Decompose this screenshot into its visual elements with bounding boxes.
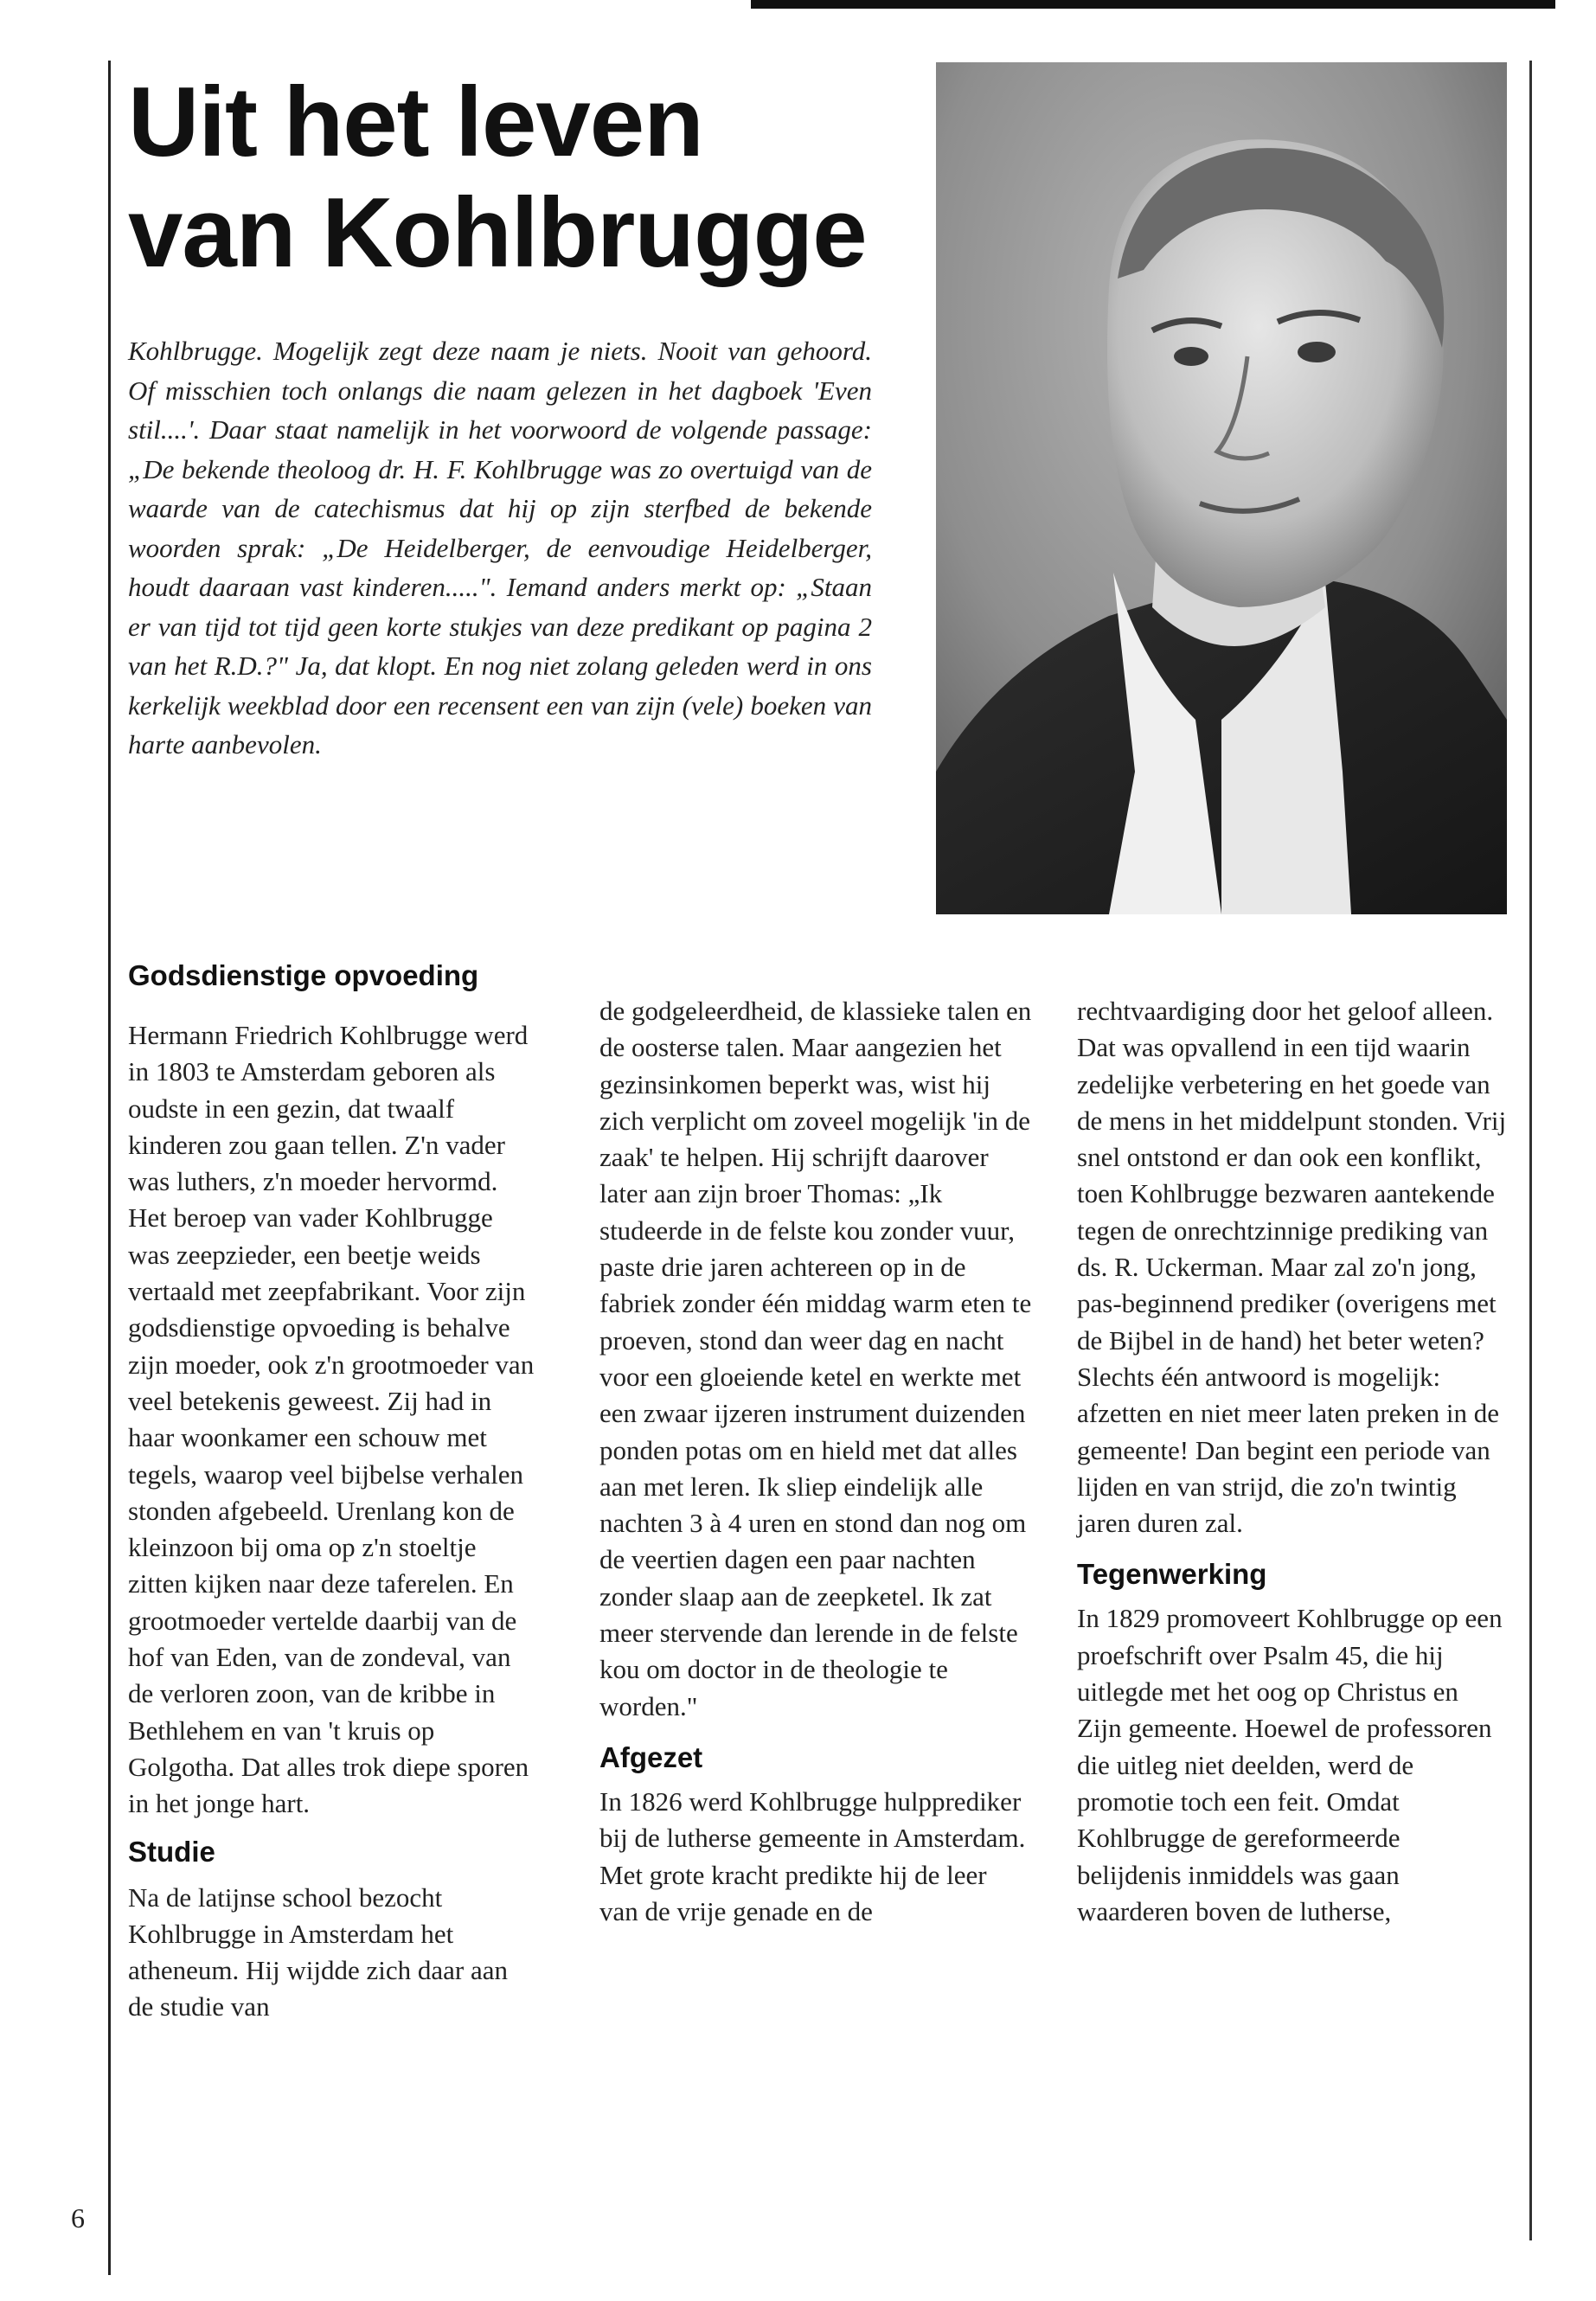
column-1: [128, 958, 539, 2026]
column-3: [1077, 993, 1509, 1930]
left-column-rule: [108, 61, 111, 2275]
paragraph-upbringing: Hermann Friedrich Kohlbrugge werd in 1803 te Amsterdam geboren als oudste in een gezin, dat twaalf kinderen zou gaan tellen. Z'n vader was luthers, z'n moeder hervormd. Het beroep van vader Kohlbrugge was zeepzieder, een beetje weids vertaald met zeepfabrikant. Voor zijn godsdienstige opvoeding is behalve zijn moeder, ook z'n grootmoeder van veel betekenis geweest. Zij had in haar woonkamer een schouw met tegels, waarop veel bijbelse verhalen stonden afgebeeld. Urenlang kon de kleinzoon bij oma op z'n stoeltje zitten kijken naar deze taferelen. En grootmoeder vertelde daarbij van de hof van Eden, van de zondeval, van de verloren zoon, van de kribbe in Bethlehem en van 't kruis op Golgotha. Dat alles trok diepe sporen in het jonge hart.: [128, 1020, 535, 1819]
page-number: 6: [71, 2202, 85, 2234]
article-title: [128, 67, 907, 289]
right-column-rule: [1529, 61, 1532, 2240]
paragraph-rechtvaardiging: rechtvaardiging door het geloof alleen. Dat was opvallend in een tijd waarin zedelijke verbetering en het goede van de mens in het middelpunt stonden. Vrij snel ontstond er dan ook een konflikt, toen Kohlbrugge bezwaren aantekende tegen de onrechtzinnige prediking van ds. R. Uckerman. Maar zal zo'n jong, pas-beginnend prediker (overigens met de Bijbel in de hand) het beter weten? Slechts één antwoord is mogelijk: afzetten en niet meer laten preken in de gemeente! Dan begint een periode van lijden en van strijd, die zo'n twintig jaren duren zal.: [1077, 996, 1507, 1539]
paragraph-afgezet: In 1826 werd Kohlbrugge hulpprediker bij de lutherse gemeente in Amsterdam. Met grote kracht predikte hij de leer van de vrije genade en de: [599, 1785, 1026, 1926]
paragraph-tegenwerking: In 1829 promoveert Kohlbrugge op een proefschrift over Psalm 45, die hij uitlegde met het oog op Christus en Zijn gemeente. Hoewel de professoren die uitleg niet deelden, werd de promotie toch een feit. Omdat Kohlbrugge de gereformeerde belijdenis inmiddels was gaan waarderen boven de lutherse,: [1077, 1603, 1503, 1926]
portrait-photo: [936, 62, 1507, 914]
paragraph-studie: Na de latijnse school bezocht Kohlbrugge in Amsterdam het atheneum. Hij wijdde zich daar aan de studie van: [128, 1881, 508, 2022]
heading-godsdienstige-opvoeding: Godsdienstige opvoeding: [128, 959, 479, 991]
article-title-line-1: Uit het leven: [128, 67, 703, 177]
column-2: [599, 993, 1032, 1930]
heading-studie: Studie: [128, 1835, 215, 1868]
paragraph-studies-continued: de godgeleerdheid, de klassieke talen en de oosterse talen. Maar aangezien het gezinsinkomen beperkt was, wist hij zich verplicht om zoveel mogelijk 'in de zaak' te helpen. Hij schrijft daarover later aan zijn broer Thomas: „Ik studeerde in de felste kou zonder vuur, paste drie jaren achtereen op in de fabriek zonder één middag warm eten te proeven, stond dan weer dag en nacht voor een gloeiende ketel en werkte met een zwaar ijzeren instrument duizenden ponden potas om en hield met dat alles aan met leren. Ik sliep eindelijk alle nachten 3 à 4 uren en stond dan nog om de veertien dagen een paar nachten zonder slaap aan de zeepketel. Ik zat meer stervende dan lerende in de felste kou om doctor in de theologie te worden.": [599, 996, 1032, 1721]
top-rule: [751, 0, 1555, 9]
heading-afgezet: Afgezet: [599, 1740, 703, 1773]
intro-paragraph: Kohlbrugge. Mogelijk zegt deze naam je niets. Nooit van gehoord. Of misschien toch onlangs die naam gelezen in het dagboek 'Even stil....'. Daar staat namelijk in het voorwoord de volgende passage: „De bekende theoloog dr. H. F. Kohlbrugge was zo overtuigd van de waarde van de catechismus dat hij op zijn sterfbed de bekende woorden sprak: „De Heidelberger, de eenvoudige Heidelberger, houdt daaraan vast kinderen.....". Iemand anders merkt op: „Staan er van tijd tot tijd geen korte stukjes van deze predikant op pagina 2 van het R.D.?" Ja, dat klopt. En nog niet zolang geleden werd in ons kerkelijk weekblad door een recensent een van zijn (vele) boeken van harte aanbevolen.: [128, 336, 872, 760]
heading-tegenwerking: Tegenwerking: [1077, 1558, 1267, 1591]
article-title-line-2: van Kohlbrugge: [128, 178, 867, 288]
portrait-icon: [936, 62, 1507, 914]
